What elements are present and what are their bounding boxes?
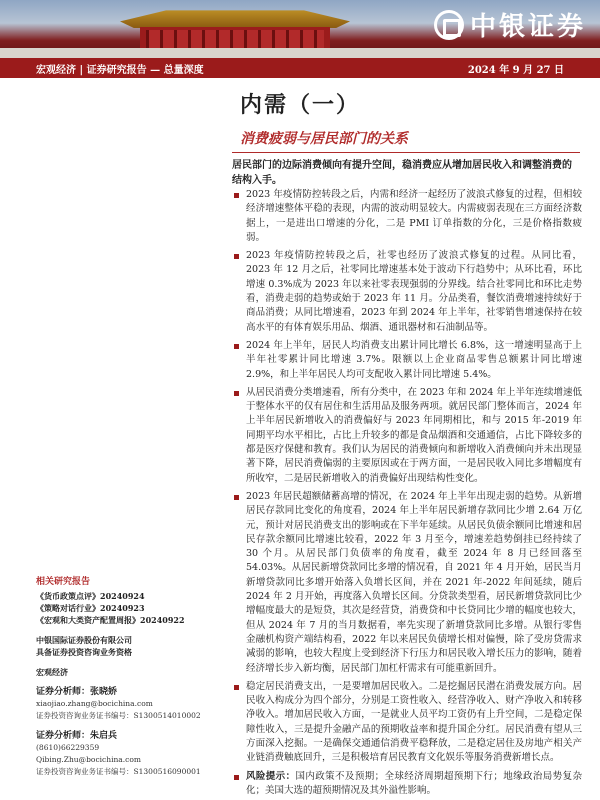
related-report-link[interactable]: 《宏观和大类资产配置周报》20240922	[36, 615, 185, 625]
report-info-bar	[0, 58, 600, 78]
palace-pillars-graphic	[146, 30, 324, 48]
bullet-item: 2023 年疫情防控转段之后，内需和经济一起经历了波浪式修复的过程，但相较经济增速整体平稳的表现，内需的波动明显较大。内需疲弱表现在三方面经济数据上，一是进出口增速的分化，二是 PMI 订单指数的分化，三是价格指数疲弱。	[232, 188, 582, 245]
bullet-item: 从居民消费分类增速看，所有分类中，在 2023 年和 2024 年上半年连续增速低于整体水平的仅有居住和生活用品及服务两项。就居民部门整体而言，2024 年上半年居民新增收入的消费偏好与 2023 年同期相比，和与 2015 年-2019 年同期平均水平相比，占比上升较多的都是食品烟酒和交通通信，占比下降较多的都是医疗保健和教育。我们认为居民的消费倾向和新增收入消费倾向并未出现显著下降，居民消费偏弱的主要原因或在于两方面，一是居民收入同比多增幅度有所收窄，二是居民新增收入的消费偏好出现结构性变化。	[232, 386, 582, 486]
logo-text: 中银证券	[469, 12, 586, 42]
analyst-cert: 证券投资咨询业务证书编号：S1300514010002	[36, 711, 201, 720]
risk-warning	[232, 770, 582, 799]
related-report-link[interactable]: 《策略对话行业》20240923	[36, 603, 145, 613]
palace-roof-graphic	[120, 6, 350, 28]
analyst-cert: 证券投资咨询业务证书编号：S1300516090001	[36, 767, 201, 776]
summary-text: 居民部门的边际消费倾向有提升空间，稳消费应从增加居民收入和调整消费的结构入手。	[232, 160, 572, 186]
boc-logo-icon	[434, 10, 464, 40]
related-report-link[interactable]: 《货币政策点评》20240924	[36, 591, 145, 601]
palace-terrace-graphic	[0, 48, 600, 58]
analyst-email[interactable]: xiaojiao.zhang@bocichina.com	[36, 699, 153, 708]
analyst-phone: (8610)66229359	[36, 743, 100, 752]
bullet-list	[232, 188, 582, 800]
analyst-email[interactable]: Qibing.Zhu@bocichina.com	[36, 755, 141, 764]
page-title: 内需（一）	[240, 92, 361, 118]
report-category: 宏观经济 | 证券研究报告 — 总量深度	[36, 64, 204, 76]
sidebar-category: 宏观经济	[36, 667, 68, 677]
risk-text: 国内政策不及预期；全球经济周期超预期下行；地缘政治局势复杂化；美国大选的超预期情况及其外溢性影响。	[246, 770, 582, 796]
sidebar	[36, 576, 221, 778]
page-subtitle: 消费疲弱与居民部门的关系	[240, 131, 408, 147]
related-reports-heading: 相关研究报告	[36, 577, 91, 587]
analyst-name: 证券分析师：张晓娇	[36, 687, 118, 697]
company-logo	[434, 6, 586, 43]
analyst-name: 证券分析师：朱启兵	[36, 731, 118, 741]
bullet-item: 2023 年居民超额储蓄高增的情况，在 2024 年上半年出现走弱的趋势。从新增居民存款同比变化的角度看，2024 年上半年居民新增存款同比少增 2.64 万亿元，预计对居民消费支出的影响或在下半年延续。从居民负债余额同比增速和居民存款余额同比增速比较看，2022 年 3 月至今，增速差趋势倒挂已经持续了 30 个月。从居民部门负债率的角度看，截至 2024 年 8 月已经回落至 54.03%。从居民新增贷款同比多增的情况看，自 2021 年 4 月开始，居民当月新增贷款同比多增开始落入负增长区间，并在 2021 年-2022 年间延续，随后 2024 年 2 月开始，再度落入负增长区间。分贷款类型看，居民新增贷款同比少增幅度最大的是短贷，其次是经营贷，消费贷和中长贷同比少增的幅度也较大，但从 2024 年 7 月的当月数据看，率先实现了新增贷款同比多增。从银行零售金融机构资产端结构看，2022 年以来居民负债增长相对偏慢，除了受房贷需求减弱的影响，也较大程度上受到经济下行压力和居民收入增长压力的影响，随着经济增长步入新均衡，居民部门加杠杆需求有可能重新回升。	[232, 490, 582, 676]
title-divider	[232, 152, 580, 153]
bullet-item: 2023 年疫情防控转段之后，社零也经历了波浪式修复的过程。从同比看，2023 年 12 月之后，社零同比增速基本处于波动下行趋势中；从环比看，环比增速 0.3%成为 2023 年以来社零表现强弱的分界线。结合社零同比和环比走势看，消费走弱的趋势或始于 2023 年 11 月。分品类看，餐饮消费增速持续好于商品消费；从同比增速看，2023 年到 2024 年上半年，社零销售增速保持在较高水平的有体育娱乐用品、烟酒、通讯器材和石油制品等。	[232, 249, 582, 335]
company-name: 中银国际证券股份有限公司 具备证券投资咨询业务资格	[36, 635, 132, 657]
report-date: 2024 年 9 月 27 日	[467, 64, 564, 76]
bullet-item: 2024 年上半年，居民人均消费支出累计同比增长 6.8%，这一增速明显高于上半年社零累计同比增速 3.7%。限额以上企业商品零售总额累计同比增速 2.9%，和上半年居民人均可支配收入累计同比增速 5.4%。	[232, 339, 582, 382]
header-banner	[0, 0, 600, 58]
bullet-item: 稳定居民消费支出，一是要增加居民收入。二是挖掘居民潜在消费发展方向。居民收入构成分为四个部分，分别是工资性收入、经营净收入、财产净收入和转移净收入。增加居民收入方面，一是就业人员平均工资仍有上升空间，二是稳定保障性收入，三是提升金融产品的预期收益率和提升国企分红。居民消费有望从三方面深入挖掘。一是确保交通通信消费平稳释放，二是稳定居住及房地产相关产业链消费触底回升，三是积极培育居民教育文化娱乐等服务消费新增长点。	[232, 680, 582, 766]
risk-label: 风险提示：	[246, 770, 296, 782]
